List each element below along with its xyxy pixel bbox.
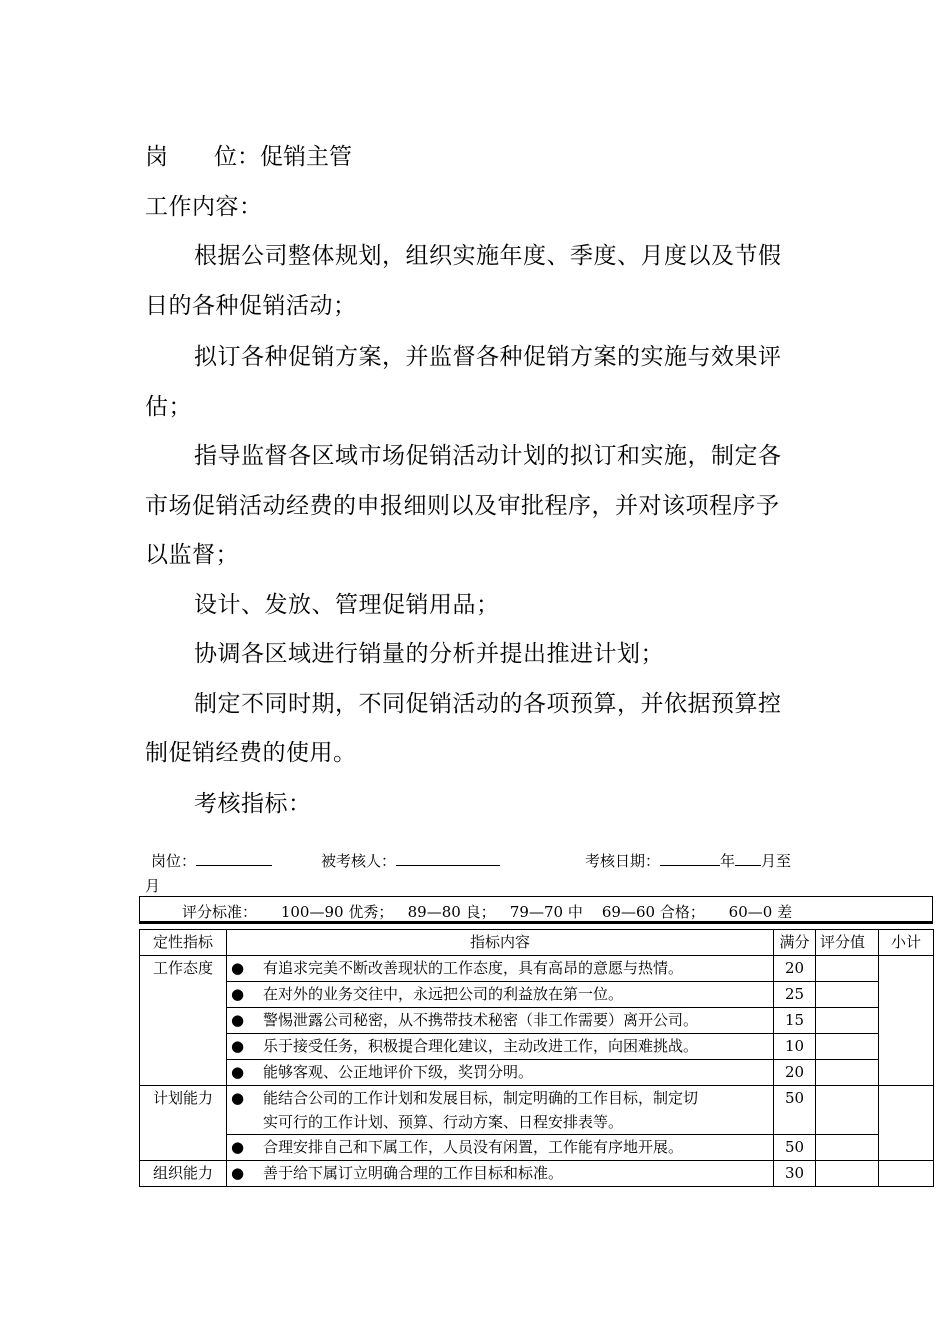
bullet-icon: ● [231,1063,245,1081]
table-row [140,956,934,982]
subtotal-planning-cell[interactable] [879,1086,934,1161]
table-row [140,982,934,1008]
row-score-cell[interactable] [816,982,879,1008]
table-header-row [140,930,934,956]
category-attitude: 工作态度 [140,956,227,1086]
subtotal-attitude-cell[interactable] [879,956,934,1086]
header-score: 评分值 [816,930,879,956]
form-post-label: 岗位： [151,852,197,870]
paragraph-3-line-1: 指导监督各区域市场促销活动计划的拟订和实施，制定各 [194,443,782,469]
work-content-heading: 工作内容： [145,194,263,220]
bullet-icon: ● [231,1164,245,1182]
bullet-icon: ● [231,959,245,977]
table-row [140,1034,934,1060]
paragraph-2-line-2: 估； [145,394,192,420]
table-row [140,1086,934,1135]
row-score-cell[interactable] [816,1034,879,1060]
header-subtotal: 小计 [879,930,934,956]
paragraph-3-line-2: 市场促销活动经费的申报细则以及审批程序，并对该项程序予 [145,493,780,519]
row-full: 15 [774,1008,816,1034]
assessment-table [139,929,934,1187]
row-score-cell[interactable] [816,1135,879,1161]
row-content-text: 能够客观、公正地评价下级，奖罚分明。 [263,1063,534,1081]
category-organizing: 组织能力 [140,1161,227,1187]
paragraph-2-line-1: 拟订各种促销方案，并监督各种促销方案的实施与效果评 [194,344,782,370]
form-assessee-label: 被考核人： [321,852,397,870]
table-row [140,1161,934,1187]
paragraph-6-line-2: 制促销经费的使用。 [145,740,357,766]
bullet-icon: ● [231,1037,245,1055]
header-full: 满分 [774,930,816,956]
kpi-heading: 考核指标： [194,791,312,817]
bullet-icon: ● [231,985,245,1003]
row-score-cell[interactable] [816,956,879,982]
form-assessee-blank[interactable] [396,851,500,866]
row-content [227,982,774,1008]
row-content-text-line-2: 实可行的工作计划、预算、行动方案、日程安排表等。 [263,1113,624,1131]
bullet-icon: ● [231,1011,245,1029]
row-content [227,1161,774,1187]
row-content-text: 善于给下属订立明确合理的工作目标和标准。 [263,1164,564,1182]
bullet-icon: ● [231,1138,245,1156]
form-assessee-field [321,850,500,871]
form-date-label: 考核日期： [585,852,661,870]
scoring-scale-text: 评分标准： 100—90 优秀； 89—80 良； 79—70 中 69—60 合格； 60—0 差 [182,903,793,921]
table-row [140,1008,934,1034]
form-post-field [151,850,272,871]
row-full: 20 [774,956,816,982]
row-full: 25 [774,982,816,1008]
header-category: 定性指标 [140,930,227,956]
row-content-text: 乐于接受任务，积极提合理化建议，主动改进工作，向困难挑战。 [263,1037,699,1055]
row-content [227,1135,774,1161]
paragraph-6-line-1: 制定不同时期，不同促销活动的各项预算，并依据预算控 [194,691,782,717]
row-content [227,1008,774,1034]
paragraph-5-line-1: 协调各区域进行销量的分析并提出推进计划； [194,641,664,667]
form-date-field [585,850,791,871]
scoring-scale-box [139,896,933,924]
row-full: 50 [774,1086,816,1135]
form-month-blank[interactable] [735,851,761,866]
paragraph-3-line-3: 以监督； [145,542,239,568]
paragraph-1-line-2: 日的各种促销活动； [145,293,357,319]
form-post-blank[interactable] [196,851,272,866]
row-full: 30 [774,1161,816,1187]
row-content [227,1086,774,1135]
post-label-b: 位： [214,144,260,170]
table-row [140,1060,934,1086]
category-planning: 计划能力 [140,1086,227,1161]
row-content-text: 有追求完美不断改善现状的工作态度，具有高昂的意愿与热情。 [263,959,684,977]
form-year-text: 年 [720,852,736,870]
row-score-cell[interactable] [816,1161,879,1187]
row-score-cell[interactable] [816,1086,879,1135]
post-label-a: 岗 [145,144,168,170]
row-content [227,956,774,982]
post-line [145,138,352,171]
row-content-text-line-1: 能结合公司的工作计划和发展目标，制定明确的工作目标，制定切 [263,1089,699,1107]
row-content-text: 在对外的业务交往中，永远把公司的利益放在第一位。 [263,985,624,1003]
row-full: 50 [774,1135,816,1161]
bullet-icon: ● [231,1089,245,1107]
row-content [227,1060,774,1086]
row-full: 20 [774,1060,816,1086]
paragraph-4-line-1: 设计、发放、管理促销用品； [194,592,500,618]
form-year-blank[interactable] [660,851,720,866]
row-score-cell[interactable] [816,1060,879,1086]
row-content-text: 合理安排自己和下属工作，人员没有闲置，工作能有序地开展。 [263,1138,684,1156]
row-content [227,1034,774,1060]
form-month-to-text: 月至 [761,852,792,870]
post-value: 促销主管 [260,144,352,170]
row-full: 10 [774,1034,816,1060]
row-content-text: 警惕泄露公司秘密，从不携带技术秘密（非工作需要）离开公司。 [263,1011,699,1029]
header-content: 指标内容 [227,930,774,956]
paragraph-1-line-1: 根据公司整体规划，组织实施年度、季度、月度以及节假 [194,243,782,269]
row-score-cell[interactable] [816,1008,879,1034]
table-row [140,1135,934,1161]
form-month-text: 月 [145,877,161,895]
subtotal-organizing-cell[interactable] [879,1161,934,1187]
